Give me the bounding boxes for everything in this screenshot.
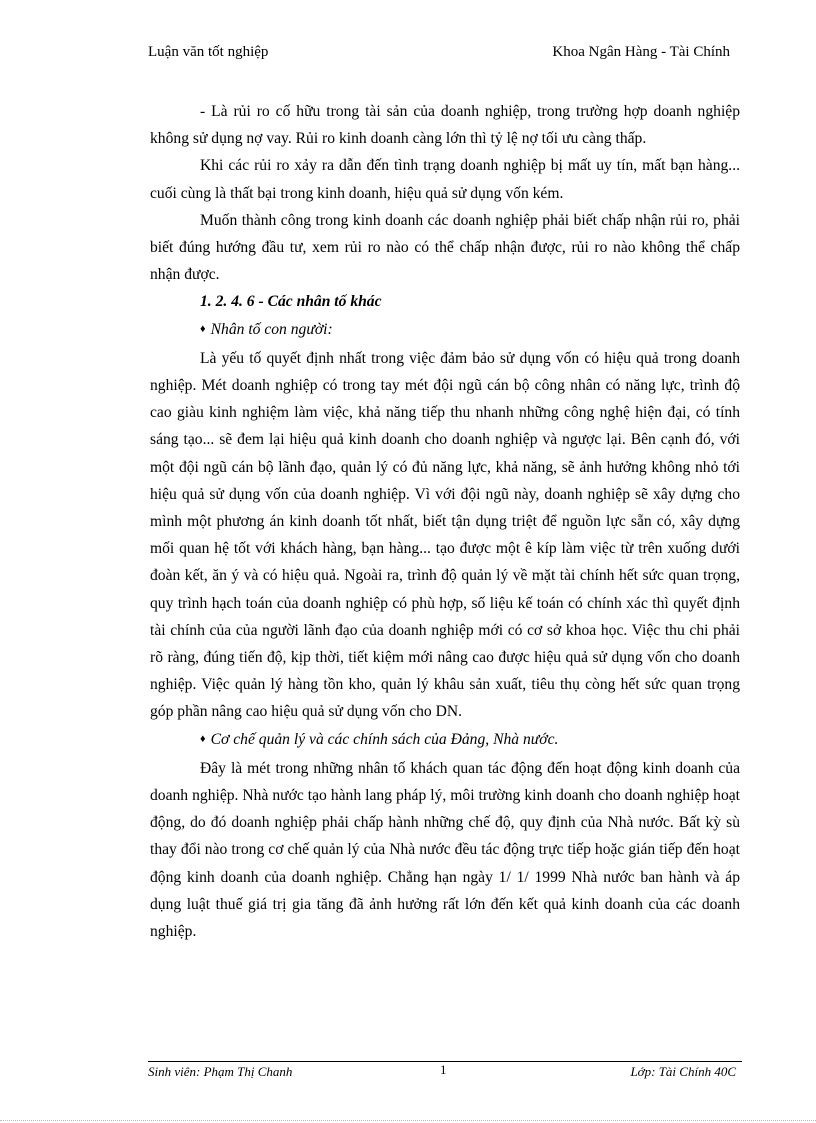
page-footer [148,1064,742,1084]
subheading-text: Nhân tố con người: [210,320,333,338]
subheading-text: Cơ chế quản lý và các chính sách của Đảng, Nhà nước. [210,730,559,748]
paragraph-policy-factor: Đây là mét trong những nhân tố khách quan tác động đến hoạt động kinh doanh của doanh nghiệp. Nhà nước tạo hành lang pháp lý, môi trường kinh doanh cho doanh nghiệp hoạt động, do đó doanh nghiệp phải chấp hành những chế độ, quy định của Nhà nước. Bất kỳ sù thay đổi nào trong cơ chế quản lý của Nhà nước đều tác động trực tiếp hoặc gián tiếp đến hoạt động kinh doanh của doanh nghiệp. Chẳng hạn ngày 1/ 1/ 1999 Nhà nước ban hành và áp dụng luật thuế giá trị gia tăng đã ảnh hưởng rất lớn đến kết quả kinh doanh của các doanh nghiệp. [150,759,740,941]
paragraph-accept-risk: Muốn thành công trong kinh doanh các doanh nghiệp phải biết chấp nhận rủi ro, phải biết đúng hướng đầu tư, xem rủi ro nào có thể chấp nhận được, rủi ro nào không thể chấp nhận được. [150,211,740,284]
document-body [150,98,740,945]
section-heading: 1. 2. 4. 6 - Các nhân tố khác [200,293,382,311]
diamond-bullet-icon: ♦ [200,732,206,745]
subheading-human-factor [150,316,740,345]
footer-page-number: 1 [440,1062,447,1077]
header-thesis-label: Luận văn tốt nghiệp [148,44,269,60]
page-bottom-edge [0,1120,816,1121]
page-header [148,44,742,68]
paragraph-risk-consequence: Khi các rủi ro xảy ra dẫn đến tình trạng doanh nghiệp bị mất uy tín, mất bạn hàng... cuối cùng là thất bại trong kinh doanh, hiệu quả sử dụng vốn kém. [150,157,740,202]
paragraph-human-factor: Là yếu tố quyết định nhất trong việc đảm bảo sử dụng vốn có hiệu quả trong doanh nghiệp. Mét doanh nghiệp có trong tay mét đội ngũ cán bộ công nhân có năng lực, trình độ cao giàu kinh nghiệm làm việc, khả năng tiếp thu nhanh những công nghệ hiện đại, có tính sáng tạo... sẽ đem lại hiệu quả kinh doanh cho doanh nghiệp và ngược lại. Bên cạnh đó, với một đội ngũ cán bộ lãnh đạo, quản lý có đủ năng lực, khả năng, sẽ ảnh hưởng không nhỏ tới hiệu quả sử dụng vốn của doanh nghiệp. Vì với đội ngũ này, doanh nghiệp sẽ xây dựng cho mình một phương án kinh doanh tốt nhất, biết tận dụng triệt để nguồn lực sẵn có, xây dựng mối quan hệ tốt với khách hàng, bạn hàng... tạo được một ê kíp làm việc từ trên xuống dưới đoàn kết, ăn ý và có hiệu quả. Ngoài ra, trình độ quản lý về mặt tài chính hết sức quan trọng, quy trình hạch toán của doanh nghiệp có phù hợp, số liệu kế toán có chính xác thì quyết định tài chính của của người lãnh đạo của doanh nghiệp mới có cơ sở khoa học. Việc thu chi phải rõ ràng, đúng tiến độ, kịp thời, tiết kiệm mới nâng cao được hiệu quả sử dụng vốn cho doanh nghiệp. Việc quản lý hàng tồn kho, quản lý khâu sản xuất, tiêu thụ còng hết sức quan trọng góp phần nâng cao hiệu quả sử dụng vốn cho DN. [150,349,740,721]
subheading-policy-factor [150,726,740,755]
footer-student-name: Sinh viên: Phạm Thị Chanh [148,1064,293,1079]
paragraph-business-risk: - Là rủi ro cố hữu trong tài sản của doanh nghiệp, trong trường hợp doanh nghiệp không sử dụng nợ vay. Rủi ro kinh doanh càng lớn thì tỷ lệ nợ tối ưu càng thấp. [150,103,740,148]
footer-class-label: Lớp: Tài Chính 40C [630,1064,736,1079]
diamond-bullet-icon: ♦ [200,322,206,335]
header-faculty-label: Khoa Ngân Hàng - Tài Chính [552,44,730,60]
